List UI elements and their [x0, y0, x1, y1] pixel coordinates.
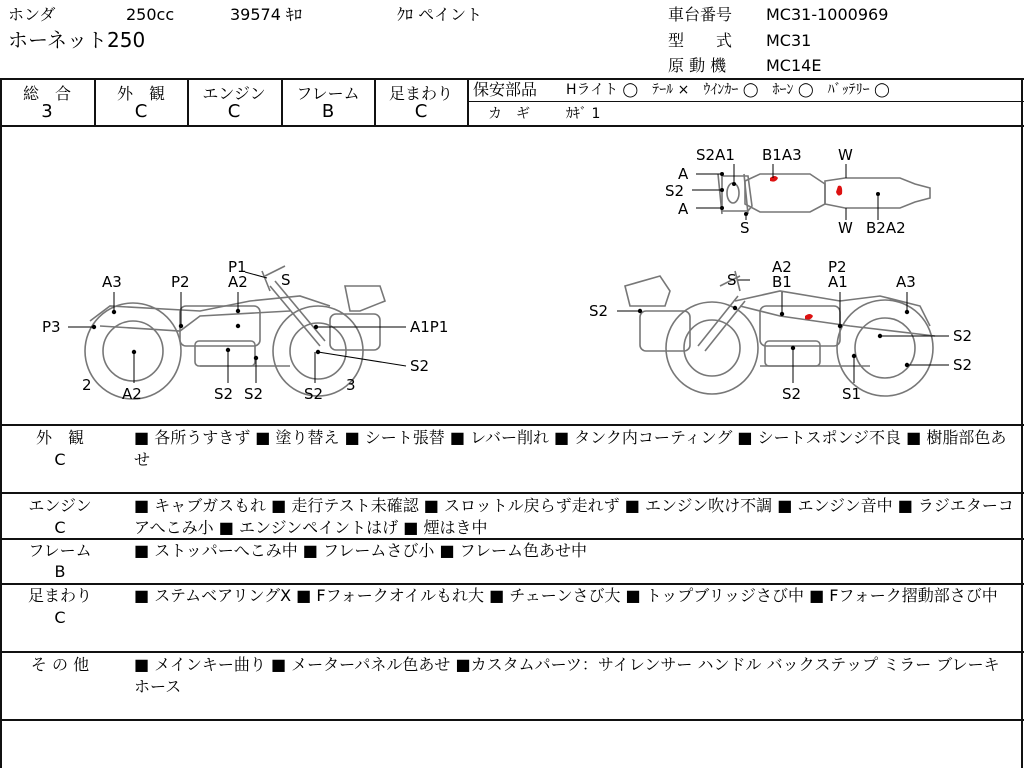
grade-suspension-value: C [414, 101, 428, 122]
label-A2: A [678, 200, 689, 218]
condition-label: そ の 他 [30, 655, 90, 674]
condition-grade: C [54, 608, 66, 627]
damage-mark [805, 314, 813, 320]
damage-diagram [0, 126, 1020, 424]
grade-engine-label: エンジン [202, 84, 266, 103]
top-view-labels [665, 146, 906, 237]
label-B2A2: B2A2 [866, 219, 906, 237]
label-S2d: S2 [782, 385, 802, 403]
condition-grade: B [54, 562, 66, 581]
label-W2: W [838, 219, 853, 237]
label-S: S [740, 219, 750, 237]
label-S: S [727, 271, 737, 289]
label-3: 3 [346, 376, 356, 394]
key-count: ｶｷﾞ 1 [566, 106, 601, 122]
label-A3: A3 [102, 273, 122, 291]
grade-total-value: 3 [41, 101, 53, 122]
grade-total-label: 総 合 [22, 84, 71, 103]
label-2: 2 [82, 376, 92, 394]
divider [467, 78, 469, 125]
condition-label: エンジン [28, 496, 92, 515]
divider [0, 651, 1024, 653]
border-right [1021, 78, 1023, 768]
grade-engine-value: C [227, 101, 241, 122]
divider [0, 719, 1024, 721]
condition-text: ■ キャブガスもれ ■ 走行テスト未確認 ■ スロットル戻らず走れず ■ エンジン吹け不調 ■ エンジン音中 ■ ラジエターコアへこみ小 ■ エンジンペイントはげ ■ 煙はき中 [134, 496, 1014, 537]
label-S2a: S2 [214, 385, 234, 403]
label-S2b: S2 [244, 385, 264, 403]
grade-exterior-value: C [134, 101, 148, 122]
label-A2: A2 [228, 273, 248, 291]
key-label: カ ギ [488, 106, 530, 122]
label-P2: P2 [828, 258, 847, 276]
model-name: ホーネット250 [8, 28, 146, 52]
grade-frame-value: B [321, 101, 335, 122]
condition-grade: C [54, 450, 66, 469]
model-type: MC31 [766, 31, 812, 50]
label-B1: B1 [772, 273, 792, 291]
label-S2c: S2 [410, 357, 430, 375]
grade-frame-label: フレーム [296, 84, 360, 103]
engine-model-label: 原 動 機 [668, 56, 727, 75]
damage-mark [770, 176, 778, 182]
color: ｸﾛ ペイント [397, 5, 483, 24]
condition-text: ■ ステムベアリングX ■ Fフォークオイルもれ大 ■ チェーンさび大 ■ トップブリッジさび中 ■ Fフォーク摺動部さび中 [134, 586, 998, 605]
safety-parts-label: 保安部品 [473, 80, 538, 99]
maker-name: ホンダ [8, 5, 56, 24]
divider [0, 492, 1024, 494]
condition-label: 外 観 [35, 428, 84, 447]
condition-grade: C [54, 518, 66, 537]
label-S2b: S2 [953, 327, 973, 345]
label-S2A1: S2A1 [696, 146, 735, 164]
mileage: 39574 ｷﾛ [230, 5, 302, 24]
label-A1P1: A1P1 [410, 318, 449, 336]
left-side-labels [42, 258, 448, 403]
motorcycle-top-view-drawing [718, 174, 930, 214]
label-A1: A1 [828, 273, 848, 291]
damage-mark [836, 186, 842, 196]
label-P1: P1 [228, 258, 247, 276]
condition-text: ■ メインキー曲り ■ メーターパネル色あせ ■カスタムパーツ：サイレンサー ハンドル バックステップ ミラー ブレーキホース [134, 655, 1000, 696]
model-type-label: 型 式 [668, 31, 733, 50]
label-A: A [678, 165, 689, 183]
grade-exterior-label: 外 観 [116, 84, 165, 103]
safety-parts-status: Hライト ◯ ﾃｰﾙ × ｳｲﾝｶｰ ◯ ﾎｰﾝ ◯ ﾊﾞｯﾃﾘｰ ◯ [566, 82, 890, 98]
label-P3: P3 [42, 318, 61, 336]
label-S2c: S2 [953, 356, 973, 374]
label-P2: P2 [171, 273, 190, 291]
frame-number-label: 車台番号 [668, 5, 733, 24]
label-A3: A3 [896, 273, 916, 291]
divider [0, 424, 1024, 426]
label-B1A3: B1A3 [762, 146, 802, 164]
label-S2: S2 [665, 182, 685, 200]
condition-label: 足まわり [27, 586, 92, 605]
displacement: 250cc [126, 5, 175, 24]
divider [468, 101, 1024, 102]
label-W: W [838, 146, 853, 164]
label-S2a: S2 [589, 302, 609, 320]
condition-label: フレーム [28, 541, 92, 560]
label-A2: A2 [772, 258, 792, 276]
condition-text: ■ 各所うすきず ■ 塗り替え ■ シート張替 ■ レバー削れ ■ タンク内コーティング ■ シートスポンジ不良 ■ 樹脂部色あせ [134, 428, 1007, 469]
label-S1: S1 [842, 385, 862, 403]
label-S: S [281, 271, 291, 289]
label-A2b: A2 [122, 385, 142, 403]
engine-model: MC14E [766, 56, 822, 75]
condition-text: ■ ストッパーへこみ中 ■ フレームさび小 ■ フレーム色あせ中 [134, 541, 588, 560]
label-S2d: S2 [304, 385, 324, 403]
frame-number: MC31-1000969 [766, 5, 889, 24]
grade-suspension-label: 足まわり [388, 84, 453, 103]
